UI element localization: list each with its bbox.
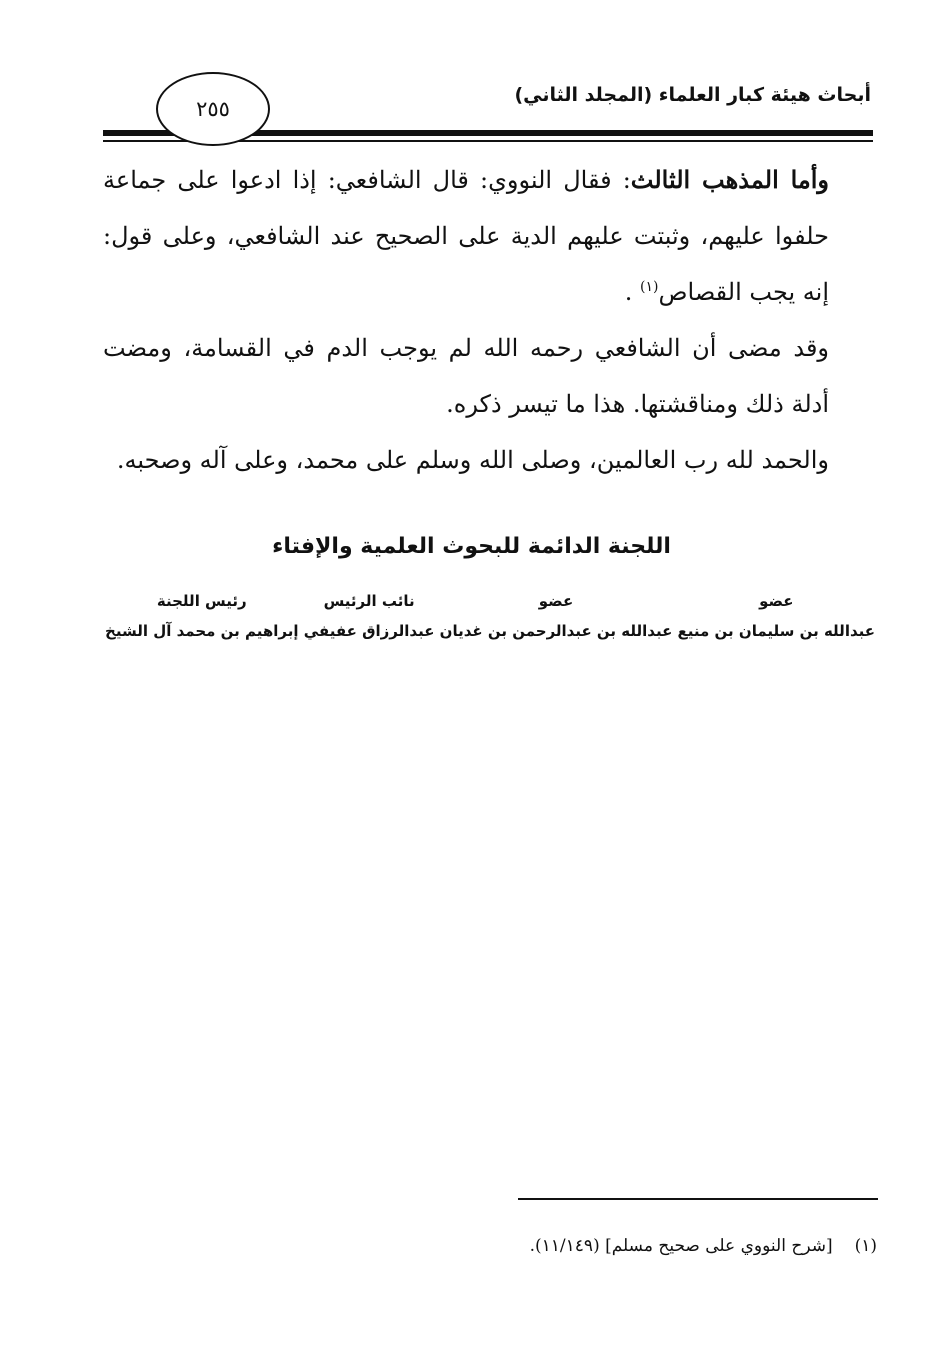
- signatory-role: عضو: [759, 592, 794, 610]
- footnote-marker: (١): [640, 279, 659, 295]
- main-text: [103, 152, 873, 488]
- signatory-name: عبدالله بن عبدالرحمن بن غديان: [439, 622, 673, 640]
- footnote-separator: [518, 1198, 878, 1200]
- signatory-member-1: [678, 592, 875, 662]
- signatory-vice-president: [304, 592, 435, 662]
- signatory-name: إبراهيم بن محمد آل الشيخ: [105, 622, 299, 640]
- signatory-member-2: [440, 592, 673, 662]
- paragraph-1-end: .: [624, 278, 641, 306]
- footnote-text: [شرح النووي على صحيح مسلم] (١١/١٤٩).: [529, 1236, 833, 1256]
- footnote-number: (١): [854, 1236, 877, 1256]
- page-number-oval: [156, 72, 270, 146]
- page-number: ٢٥٥: [196, 97, 230, 121]
- footnote: [177, 1236, 877, 1256]
- paragraph-3: والحمد لله رب العالمين، وصلى الله وسلم على محمد، وعلى آله وصحبه.: [116, 446, 829, 474]
- committee-title: اللجنة الدائمة للبحوث العلمية والإفتاء: [272, 534, 671, 559]
- signatory-name: عبدالله بن سليمان بن منيع: [677, 622, 875, 640]
- signatory-role: رئيس اللجنة: [156, 592, 247, 610]
- paragraph-1-lead: وأما المذهب الثالث: [630, 165, 830, 194]
- paragraph-1-text: : فقال النووي: قال الشافعي: إذا ادعوا على جماعة حلفوا عليهم، وثبتت عليهم الدية على الصحيح عند الشافعي، وعلى قول: إنه يجب القصاص: [103, 166, 829, 306]
- signatory-president: [105, 592, 299, 662]
- paragraph-2: وقد مضى أن الشافعي رحمه الله لم يوجب الدم في القسامة، ومضت أدلة ذلك ومناقشتها. هذا ما تيسر ذكره.: [103, 334, 830, 418]
- paragraph-1: [103, 152, 873, 320]
- signatory-role: عضو: [538, 592, 574, 610]
- signatory-role: نائب الرئيس: [323, 592, 415, 610]
- signatory-name: عبدالرزاق عفيفي: [303, 622, 435, 640]
- running-header-title: أبحاث هيئة كبار العلماء (المجلد الثاني): [514, 84, 871, 106]
- signatories: [105, 592, 875, 662]
